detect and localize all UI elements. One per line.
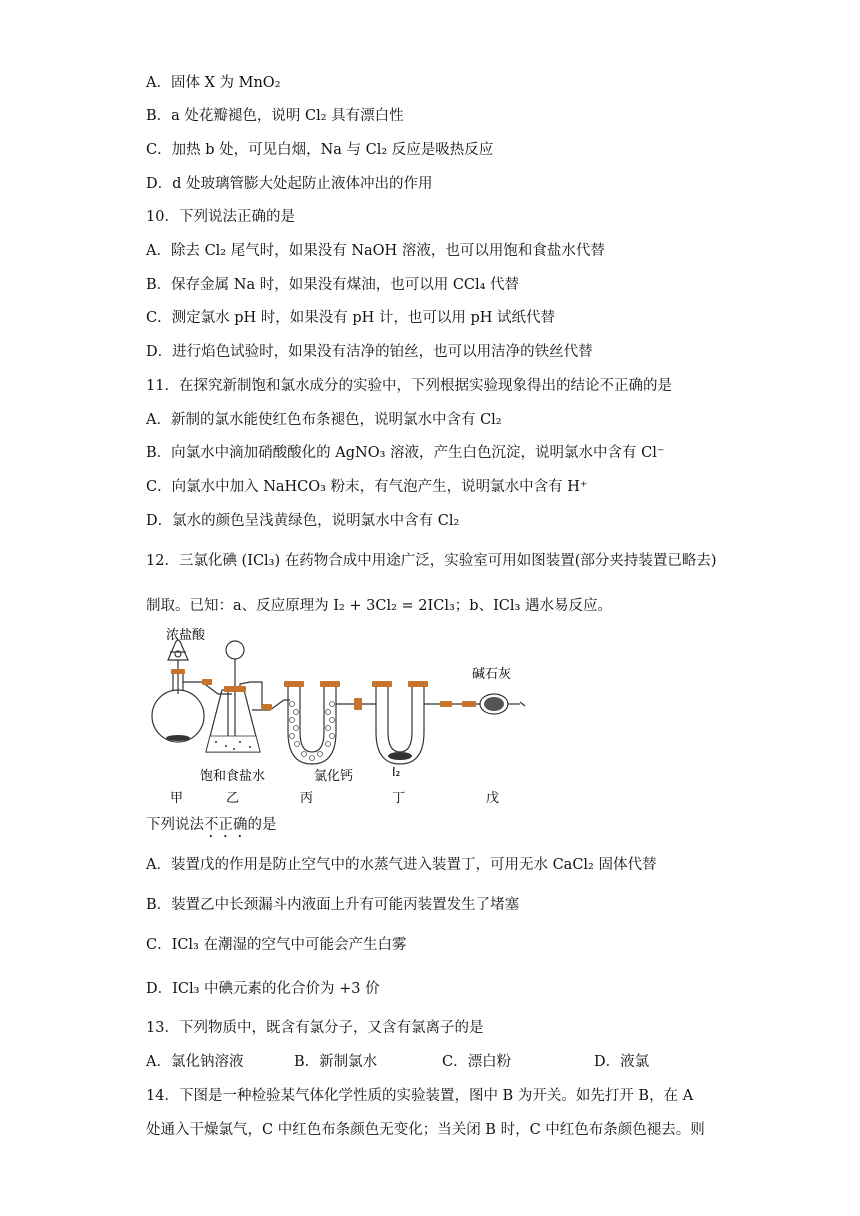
q10-option-b: B．保存金属 Na 时，如果没有煤油，也可以用 CCl₄ 代替 bbox=[146, 277, 520, 293]
q12-option-a: A．装置戊的作用是防止空气中的水蒸气进入装置丁，可用无水 CaCl₂ 固体代替 bbox=[146, 857, 657, 873]
label-wu: 戊 bbox=[486, 791, 500, 806]
q13-option-b: B．新制氯水 bbox=[294, 1054, 378, 1070]
q10-option-d: D．进行焰色试验时，如果没有洁净的铂丝，也可以用洁净的铁丝代替 bbox=[146, 344, 593, 360]
q9-option-a: A．固体 X 为 MnO₂ bbox=[146, 75, 281, 91]
label-yi: 乙 bbox=[226, 791, 240, 806]
q12-stem-2: 制取。已知：a、反应原理为 I₂ + 3Cl₂ = 2ICl₃；b、ICl₃ 遇水易反应。 bbox=[146, 598, 612, 614]
q12-option-b: B．装置乙中长颈漏斗内液面上升有可能丙装置发生了堵塞 bbox=[146, 897, 520, 913]
q13-options bbox=[146, 1052, 706, 1072]
q12-option-d: D．ICl₃ 中碘元素的化合价为 +3 价 bbox=[146, 981, 380, 997]
q14-stem-2: 处通入干燥氯气，C 中红色布条颜色无变化；当关闭 B 时，C 中红色布条颜色褪去。则 bbox=[146, 1122, 705, 1138]
q11-option-c: C．向氯水中加入 NaHCO₃ 粉末，有气泡产生，说明氯水中含有 H⁺ bbox=[146, 479, 588, 495]
apparatus-figure bbox=[140, 624, 540, 810]
q11-stem: 11．在探究新制饱和氯水成分的实验中，下列根据实验现象得出的结论不正确的是 bbox=[146, 378, 672, 394]
q10-stem: 10．下列说法正确的是 bbox=[146, 209, 295, 225]
q11-option-d: D．氯水的颜色呈浅黄绿色，说明氯水中含有 Cl₂ bbox=[146, 513, 460, 529]
label-i2: I₂ bbox=[392, 765, 401, 779]
q13-option-d: D．液氯 bbox=[594, 1054, 650, 1070]
q12-ask: 下列说法不正确的是 bbox=[146, 817, 277, 833]
q11-option-b: B．向氯水中滴加硝酸酸化的 AgNO₃ 溶液，产生白色沉淀，说明氯水中含有 Cl⁻ bbox=[146, 445, 665, 461]
q12-option-c: C．ICl₃ 在潮湿的空气中可能会产生白雾 bbox=[146, 937, 407, 953]
q12-stem: 12．三氯化碘 (ICl₃) 在药物合成中用途广泛，实验室可用如图装置(部分夹持装置已略去) bbox=[146, 553, 717, 569]
label-bing: 丙 bbox=[300, 791, 314, 806]
q10-option-a: A．除去 Cl₂ 尾气时，如果没有 NaOH 溶液，也可以用饱和食盐水代替 bbox=[146, 243, 605, 259]
q11-option-a: A．新制的氯水能使红色布条褪色，说明氯水中含有 Cl₂ bbox=[146, 412, 502, 428]
label-brine: 饱和食盐水 bbox=[200, 769, 266, 784]
q13-option-a: A．氯化钠溶液 bbox=[146, 1054, 244, 1070]
label-jia: 甲 bbox=[170, 791, 184, 806]
q13-stem: 13．下列物质中，既含有氯分子，又含有氯离子的是 bbox=[146, 1020, 484, 1036]
label-ding: 丁 bbox=[392, 791, 406, 806]
q9-option-d: D．d 处玻璃管膨大处起防止液体冲出的作用 bbox=[146, 176, 433, 192]
q14-stem: 14．下图是一种检验某气体化学性质的实验装置，图中 B 为开关。如先打开 B，在 A bbox=[146, 1088, 694, 1104]
label-soda-lime: 碱石灰 bbox=[472, 667, 512, 682]
label-cacl2: 氯化钙 bbox=[314, 769, 354, 784]
q9-option-c: C．加热 b 处，可见白烟，Na 与 Cl₂ 反应是吸热反应 bbox=[146, 142, 494, 158]
q13-option-c: C．漂白粉 bbox=[442, 1054, 512, 1070]
q9-option-b: B．a 处花瓣褪色，说明 Cl₂ 具有漂白性 bbox=[146, 108, 404, 124]
label-hcl: 浓盐酸 bbox=[166, 628, 206, 643]
q10-option-c: C．测定氯水 pH 时，如果没有 pH 计，也可以用 pH 试纸代替 bbox=[146, 310, 556, 326]
